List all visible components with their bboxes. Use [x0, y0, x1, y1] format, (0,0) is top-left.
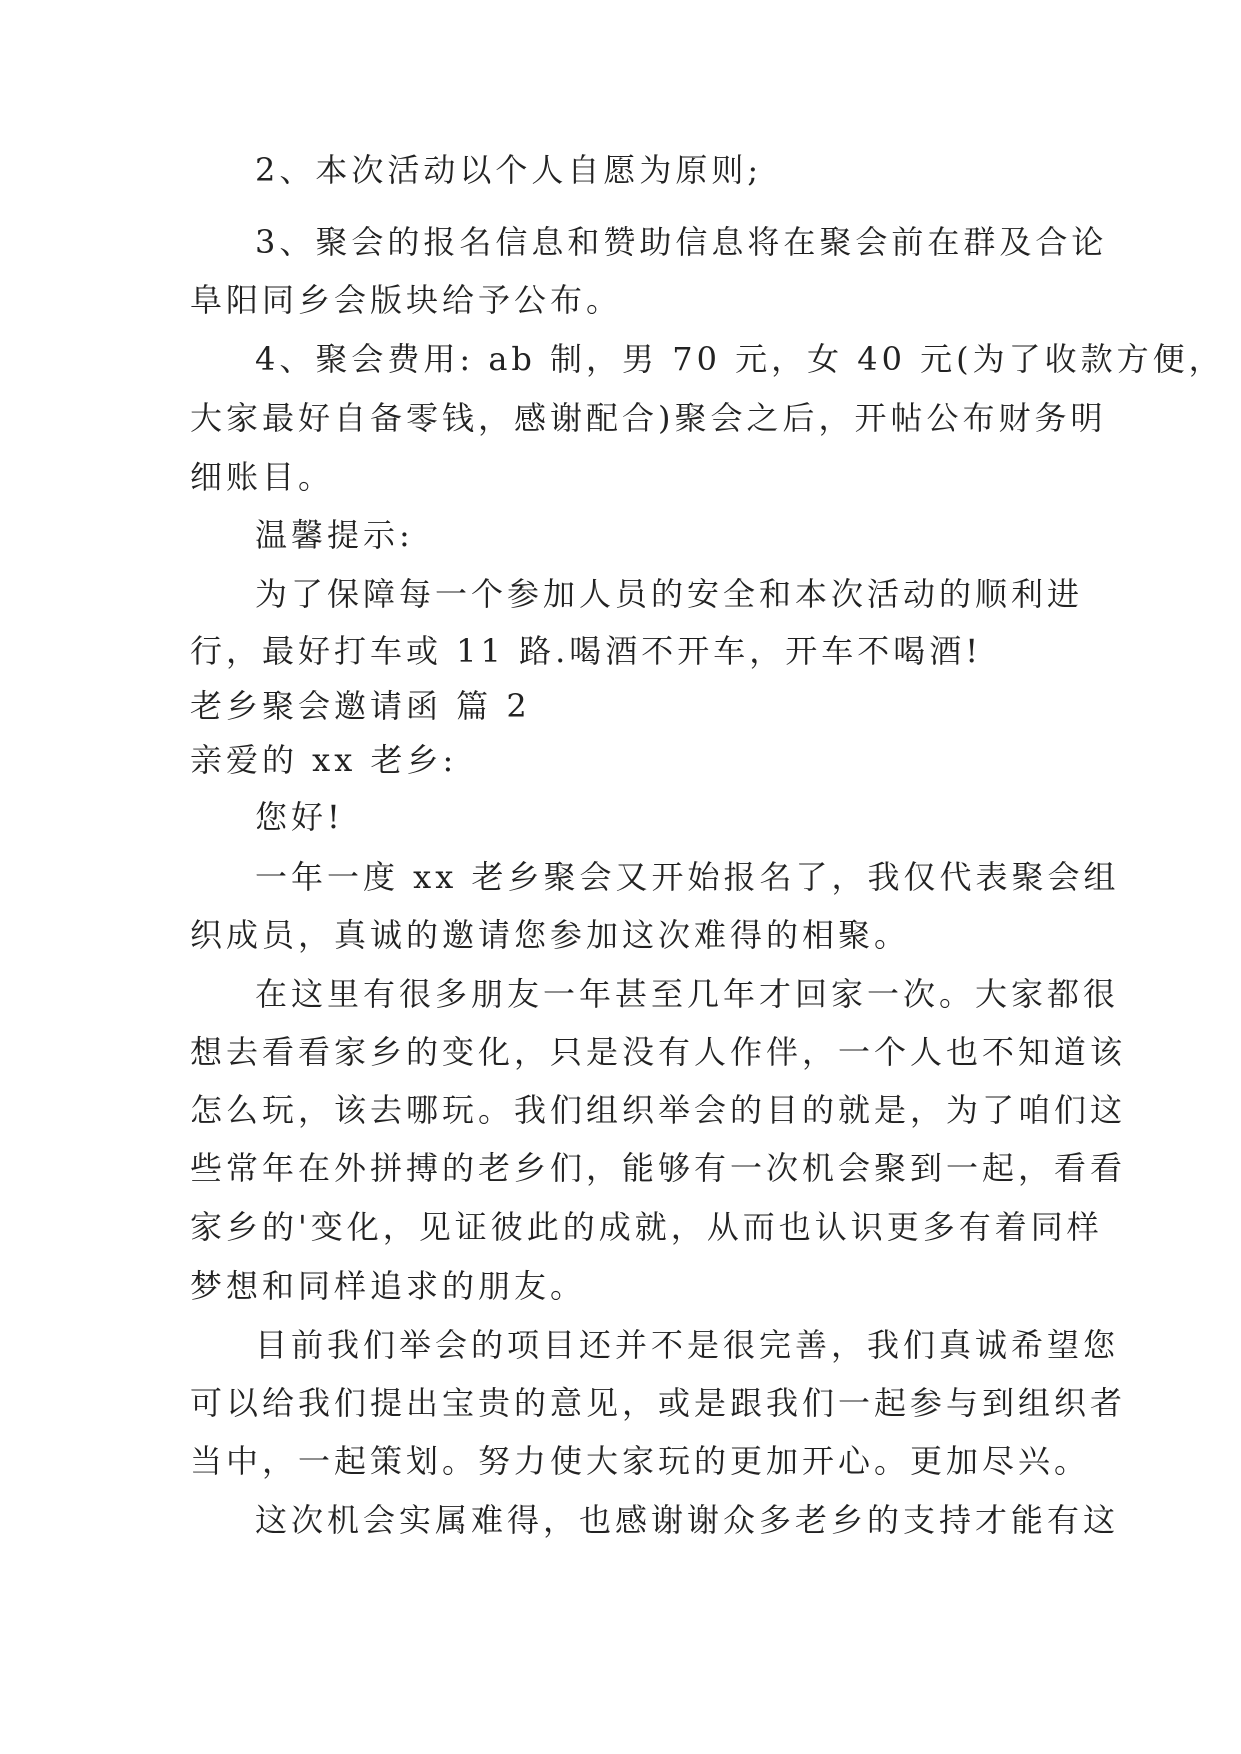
section-heading: 老乡聚会邀请函 篇 2 — [190, 687, 531, 725]
text-line: 织成员，真诚的邀请您参加这次难得的相聚。 — [190, 916, 911, 954]
greeting: 您好! — [255, 798, 344, 836]
text-line: 想去看看家乡的变化，只是没有人作伴，一个人也不知道该 — [190, 1033, 1127, 1071]
text-line: 家乡的'变化，见证彼此的成就，从而也认识更多有着同样 — [190, 1208, 1103, 1246]
text-line: 可以给我们提出宝贵的意见，或是跟我们一起参与到组织者 — [190, 1384, 1127, 1422]
text-line: 温馨提示: — [255, 516, 414, 554]
text-line: 为了保障每一个参加人员的安全和本次活动的顺利进 — [255, 575, 1084, 613]
text-line: 梦想和同样追求的朋友。 — [190, 1267, 587, 1305]
text-line: 行，最好打车或 11 路.喝酒不开车，开车不喝酒! — [190, 632, 983, 670]
text-line: 在这里有很多朋友一年甚至几年才回家一次。大家都很 — [255, 975, 1120, 1013]
text-line: 阜阳同乡会版块给予公布。 — [190, 281, 623, 319]
text-line: 一年一度 xx 老乡聚会又开始报名了，我仅代表聚会组 — [255, 858, 1120, 896]
text-line: 些常年在外拼搏的老乡们，能够有一次机会聚到一起，看看 — [190, 1149, 1127, 1187]
text-line: 4、聚会费用: ab 制，男 70 元，女 40 元(为了收款方便， — [255, 340, 1225, 378]
salutation: 亲爱的 xx 老乡: — [190, 741, 458, 779]
text-line: 当中，一起策划。努力使大家玩的更加开心。更加尽兴。 — [190, 1442, 1091, 1480]
text-line: 2、本次活动以个人自愿为原则; — [255, 151, 763, 189]
text-line: 3、聚会的报名信息和赞助信息将在聚会前在群及合论 — [255, 223, 1108, 261]
text-line: 这次机会实属难得，也感谢谢众多老乡的支持才能有这 — [255, 1501, 1120, 1539]
text-line: 大家最好自备零钱，感谢配合)聚会之后，开帖公布财务明 — [190, 399, 1107, 437]
text-line: 怎么玩，该去哪玩。我们组织举会的目的就是，为了咱们这 — [190, 1091, 1127, 1129]
text-line: 目前我们举会的项目还并不是很完善，我们真诚希望您 — [255, 1326, 1120, 1364]
text-line: 细账目。 — [190, 458, 335, 496]
